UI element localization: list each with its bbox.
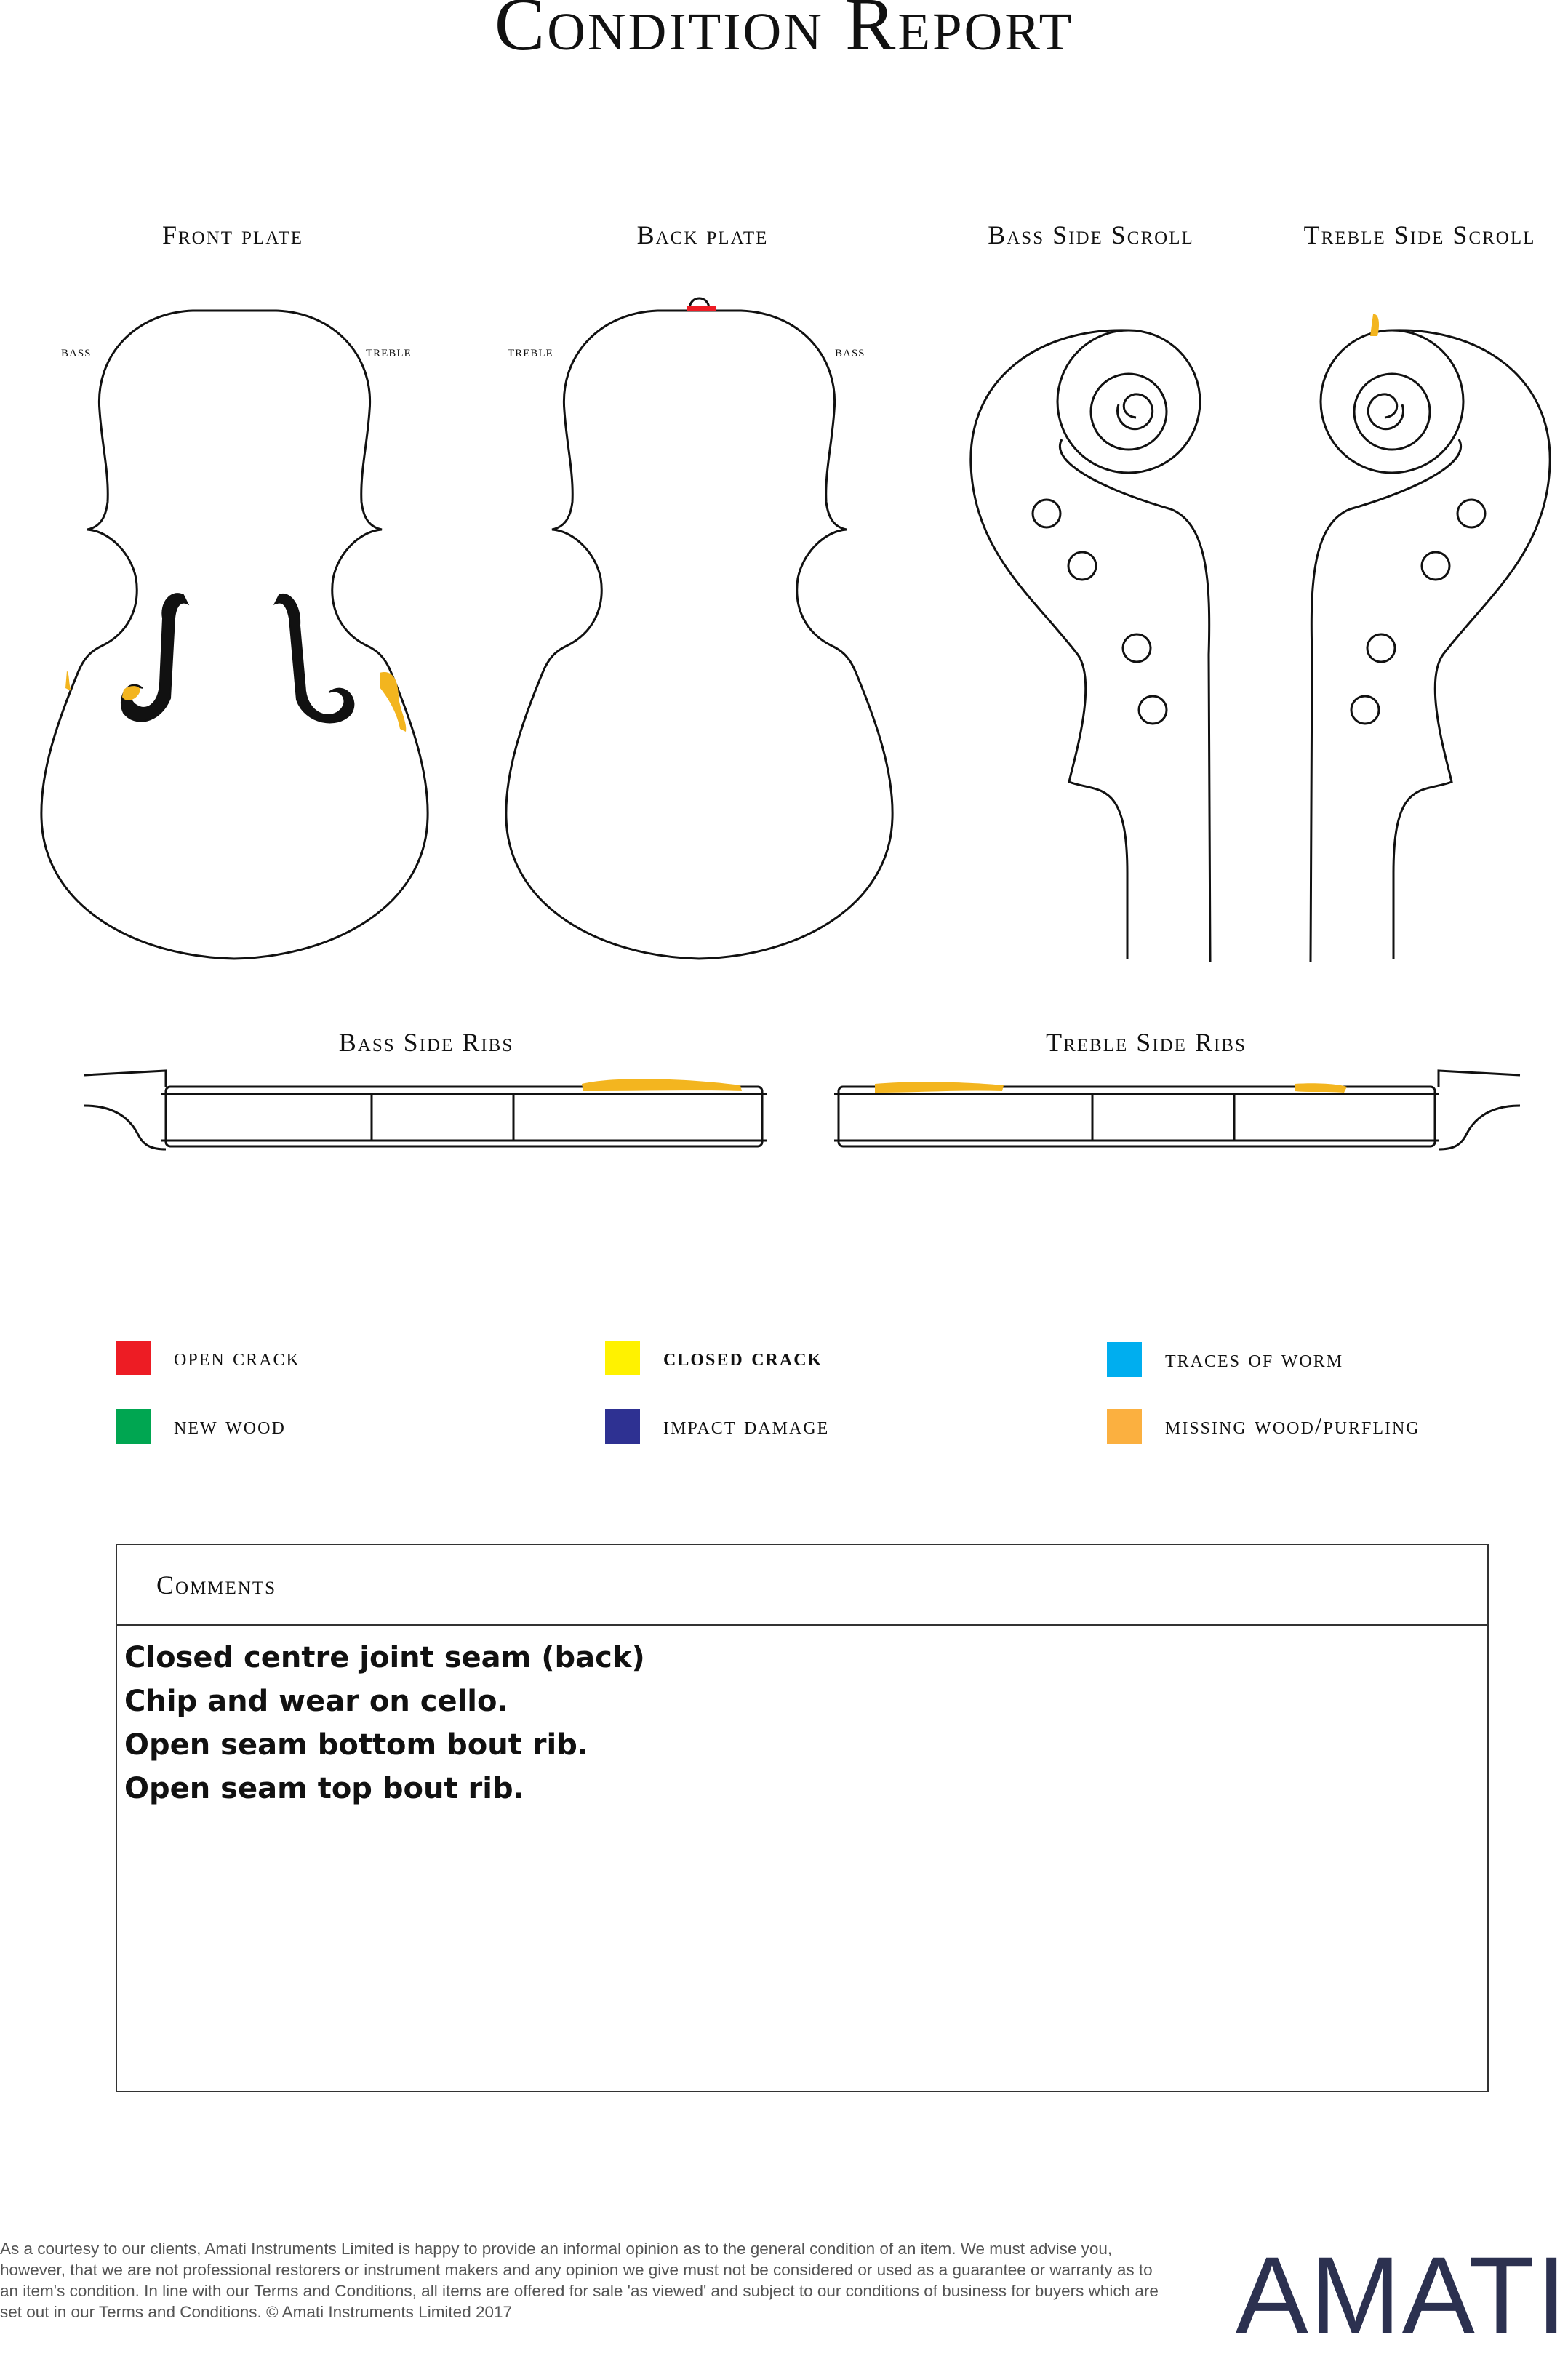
treble-scroll-eye (1368, 394, 1403, 429)
report-title: Condition Report (494, 0, 1074, 66)
bass-peghole (1068, 552, 1096, 580)
legend-label: closed crack (663, 1344, 823, 1371)
comment-line: Closed centre joint seam (back) (124, 1641, 645, 1674)
comments-text (117, 1626, 1487, 1810)
damage-markers (65, 306, 1379, 1093)
bass-peghole (1033, 500, 1060, 527)
damage-mark (1295, 1083, 1347, 1093)
back-treble-label: treble (508, 342, 553, 360)
caption-back-plate: Back plate (636, 220, 769, 249)
damage-mark (1370, 314, 1379, 336)
amati-logo: AMATI (1235, 2234, 1568, 2356)
damage-mark (582, 1079, 742, 1091)
damage-mark (122, 686, 140, 700)
legend-traces-of-worm (1107, 1341, 1343, 1378)
legend-impact-damage (605, 1408, 829, 1445)
bass-scroll-front (1060, 439, 1210, 962)
treble-scroll-front (1311, 439, 1461, 962)
traces-of-worm-swatch (1107, 1342, 1142, 1377)
missing-wood-swatch (1107, 1409, 1142, 1444)
caption-bass-side-ribs: Bass Side Ribs (338, 1028, 514, 1057)
treble-ribs-neck (1439, 1071, 1520, 1149)
disclaimer: As a courtesy to our clients, Amati Instruments Limited is happy to provide an informal opinion as to the general condition of an item. We must advise you, however, that we are not professional restorers or instrument makers and any opinion we give must not be considered or used as a guarantee or warranty as to an item's condition. In line with our Terms and Conditions, all items are offered for sale 'as viewed' and subject to our conditions of business for buyers which are set out in our Terms and Conditions. © Amati Instruments Limited 2017 (0, 2240, 1159, 2321)
front-f-hole-right (275, 594, 353, 722)
open-crack-swatch (116, 1341, 151, 1375)
open-crack-marker (687, 306, 716, 311)
caption-treble-side-scroll: Treble Side Scroll (1303, 220, 1536, 249)
legend-label: impact damage (663, 1413, 830, 1439)
closed-crack-swatch (605, 1341, 640, 1375)
treble-scroll-mid-turn (1354, 374, 1430, 450)
bass-scroll-mid-turn (1091, 374, 1167, 450)
bass-peghole (1123, 634, 1151, 662)
comment-line: Open seam top bout rib. (124, 1772, 524, 1805)
comment-line: Open seam bottom bout rib. (124, 1728, 589, 1762)
bass-ribs-outline (166, 1087, 762, 1146)
bass-scroll-eye (1118, 394, 1153, 429)
treble-peghole (1351, 696, 1379, 724)
back-plate-outline (506, 311, 892, 959)
bass-scroll-back (971, 330, 1129, 959)
comments-box (116, 1544, 1489, 2092)
treble-scroll-back (1392, 330, 1550, 959)
front-bass-label: bass (61, 342, 92, 360)
front-plate-outline (41, 311, 428, 959)
front-f-hole-left (121, 594, 188, 722)
comments-heading: Comments (117, 1545, 1487, 1626)
legend-label: open crack (174, 1344, 300, 1371)
treble-ribs-outline (839, 1087, 1435, 1146)
caption-bass-side-scroll: Bass Side Scroll (988, 220, 1194, 249)
new-wood-swatch (116, 1409, 151, 1444)
damage-mark (65, 671, 71, 691)
legend-label: traces of worm (1165, 1346, 1344, 1373)
back-bass-label: bass (835, 342, 865, 360)
caption-front-plate: Front plate (161, 220, 304, 249)
front-treble-label: treble (366, 342, 412, 360)
legend-missing-wood (1107, 1408, 1420, 1445)
legend-label: new wood (174, 1413, 286, 1439)
treble-peghole (1457, 500, 1485, 527)
treble-scroll-outer-turn (1321, 330, 1463, 473)
legend-new-wood (116, 1408, 286, 1445)
bass-peghole (1139, 696, 1167, 724)
treble-peghole (1422, 552, 1449, 580)
treble-peghole (1367, 634, 1395, 662)
legend-label: missing wood/purfling (1165, 1413, 1420, 1439)
legend-open-crack (116, 1340, 300, 1376)
impact-damage-swatch (605, 1409, 640, 1444)
legend-closed-crack (605, 1340, 823, 1376)
comment-line: Chip and wear on cello. (124, 1685, 508, 1718)
damage-mark (875, 1082, 1004, 1093)
bass-ribs-neck (84, 1071, 166, 1149)
bass-scroll-outer-turn (1057, 330, 1200, 473)
caption-treble-side-ribs: Treble Side Ribs (1046, 1028, 1247, 1057)
